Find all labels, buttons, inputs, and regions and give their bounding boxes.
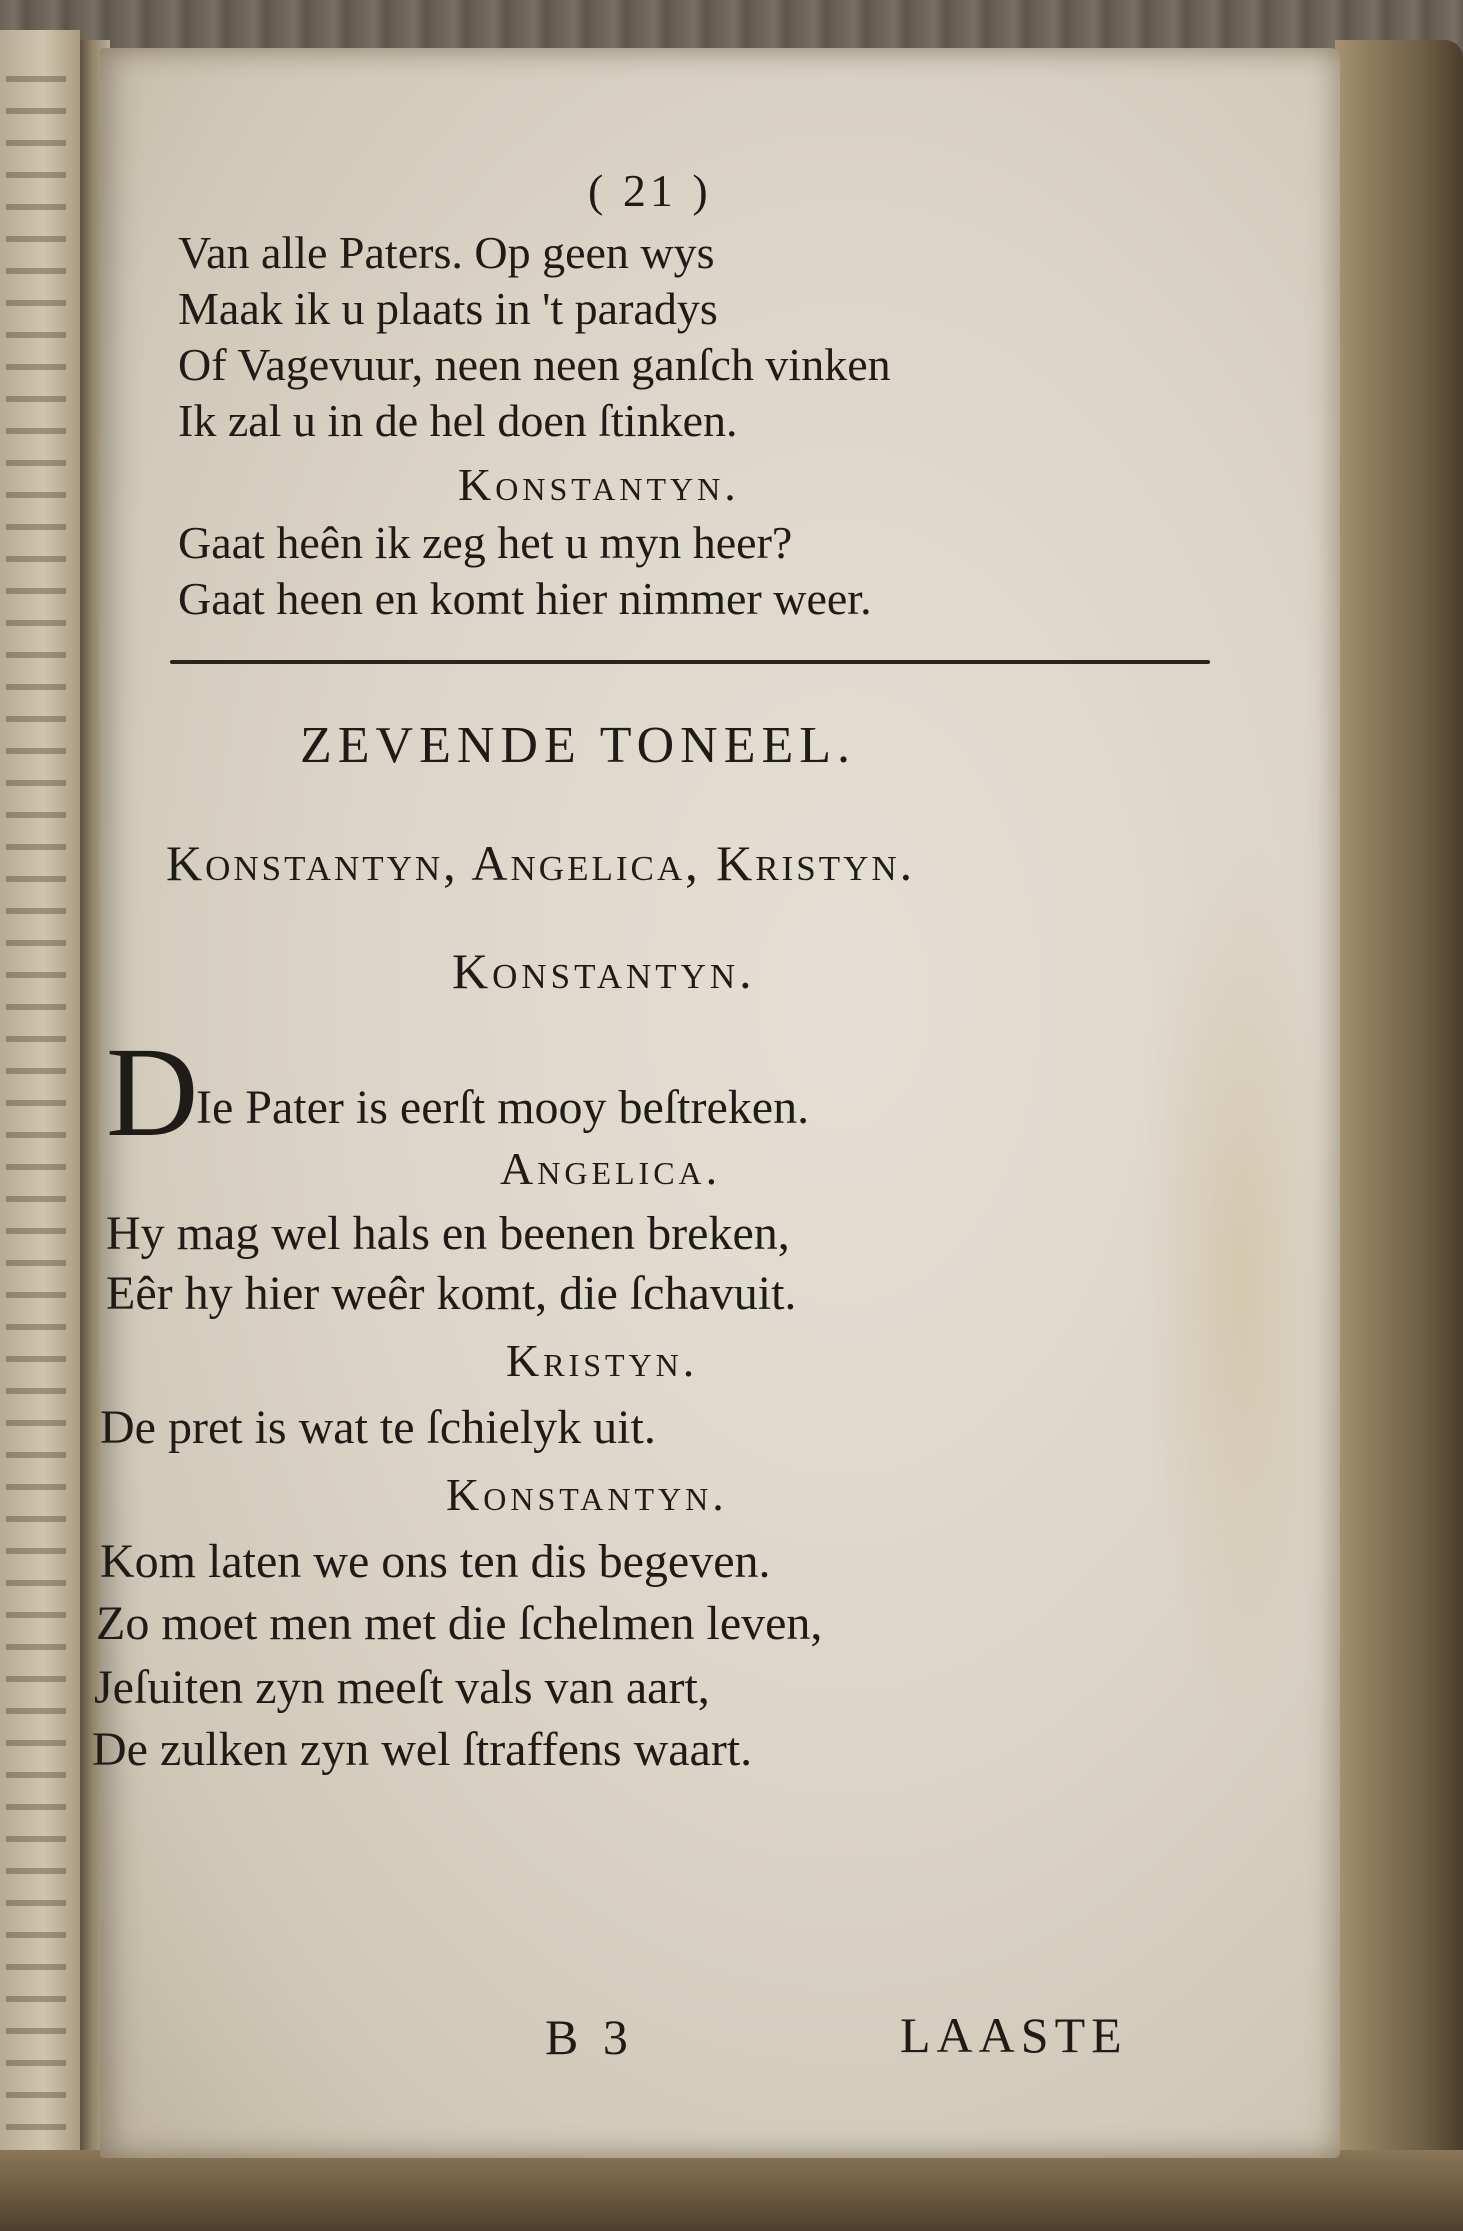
speaker-name: Kristyn.: [506, 1335, 699, 1386]
verse-line: Ie Pater is eerſt mooy beſtreken.: [196, 1081, 810, 1134]
paper-stain: [1140, 828, 1340, 1728]
scene-heading: ZEVENDE TONEEL.: [300, 717, 856, 774]
speaker-name: Angelica.: [500, 1143, 722, 1194]
verse-line: Zo moet men met die ſchelmen leven,: [96, 1597, 823, 1650]
drop-cap: D: [106, 1021, 199, 1163]
verse-line: Eêr hy hier weêr komt, die ſchavuit.: [106, 1267, 797, 1320]
verse-line: Van alle Paters. Op geen wys: [178, 227, 715, 278]
catchword: LAASTE: [900, 2007, 1128, 2063]
speaker-name: Konstantyn.: [458, 459, 740, 510]
book-binding-bottom: [0, 2150, 1463, 2231]
left-facing-page: [0, 30, 83, 2170]
verse-line: Maak ik u plaats in 't paradys: [178, 283, 718, 334]
verse-line: Kom laten we ons ten dis begeven.: [100, 1535, 771, 1588]
cast-list: Konstantyn, Angelica, Kristyn.: [166, 835, 916, 891]
verse-line: Of Vagevuur, neen neen ganſch vinken: [178, 339, 891, 390]
speaker-name: Konstantyn.: [452, 943, 756, 999]
verse-line: Ik zal u in de hel doen ſtinken.: [178, 395, 738, 446]
verse-line: Gaat heen en komt hier nimmer weer.: [178, 573, 872, 624]
verse-line: De pret is wat te ſchielyk uit.: [100, 1401, 656, 1454]
verse-line: Hy mag wel hals en beenen breken,: [106, 1207, 790, 1260]
page-number: ( 21 ): [588, 165, 712, 216]
left-page-text-shadow: [6, 50, 66, 2140]
speaker-name: Konstantyn.: [446, 1469, 728, 1520]
verse-line: Jeſuiten zyn meeſt vals van aart,: [94, 1661, 710, 1714]
section-divider: [170, 660, 1210, 664]
signature-mark: B 3: [545, 2009, 634, 2065]
verse-line: De zulken zyn wel ſtraffens waart.: [92, 1723, 753, 1776]
verse-line: Gaat heên ik zeg het u myn heer?: [178, 517, 793, 568]
book-binding-edge: [1335, 40, 1463, 2231]
book-page: [92, 48, 1340, 2158]
